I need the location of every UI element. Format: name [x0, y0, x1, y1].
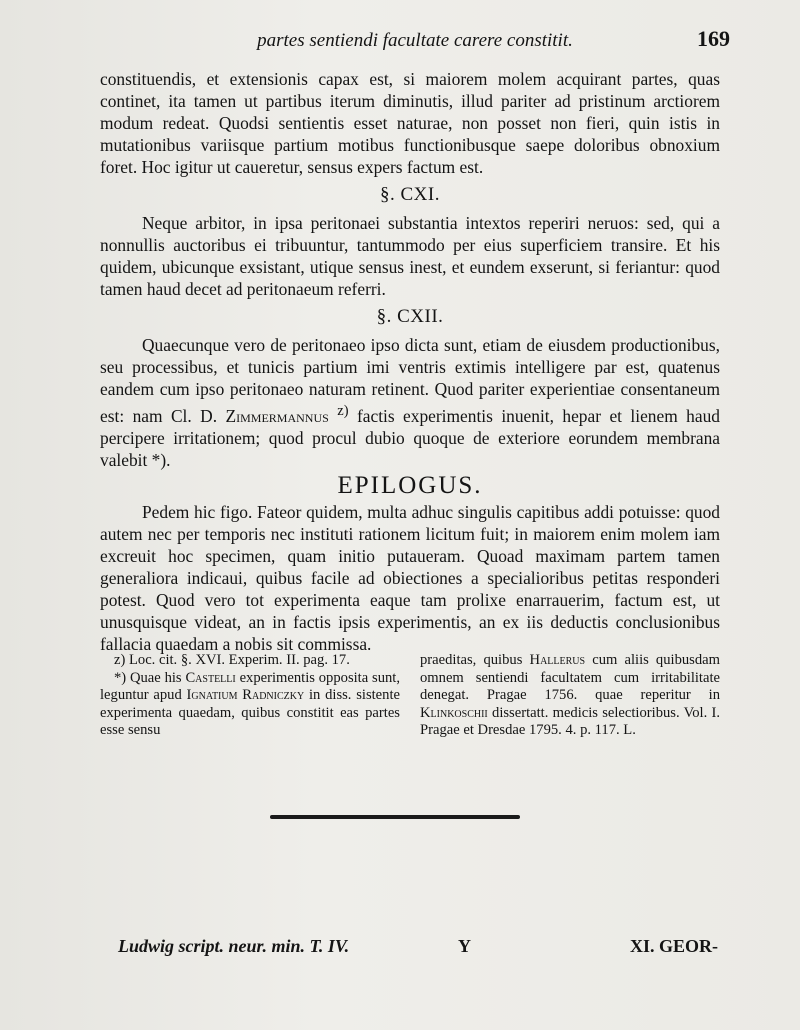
page-number: 169	[697, 26, 730, 51]
footnote-cont-part2: cum aliis quibusdam omnem sentiendi facultatem cum irritabilitate denegat. Pragae 1756. quae reperitur in	[420, 652, 720, 703]
footnote-z: z) Loc. cit. §. XVI. Experim. II. pag. 17.	[114, 652, 350, 668]
signature-source: Ludwig script. neur. min. T. IV.	[118, 936, 350, 956]
author-name-zimmermannus: Zimmermannus	[225, 405, 329, 426]
paragraph-continuation: constituendis, et extensionis capax est, si maiorem molem acquirant partes, quas continet, ita tamen ut partibus iterum diminutis, illud pariter ad pristinum arctiorem modum redeat. Quodsi sentientis esset naturae, non posset non fieri, quin istis in mutationibus variisque partium motibus functionibusque saepe doloribus obnoxium foret. Hoc igitur ut caueretur, sensus expers factum est.	[100, 69, 720, 177]
author-name-hallerus: Hallerus	[529, 652, 586, 668]
paragraph-cxii	[100, 334, 720, 471]
section-heading-cxi: §. CXI.	[380, 184, 440, 205]
main-text	[100, 68, 720, 655]
running-title: partes sentiendi facultate carere constitit.	[257, 30, 573, 51]
end-rule-divider	[270, 815, 520, 819]
epilogus-heading: EPILOGUS.	[337, 471, 483, 499]
footnote-star-part3: in diss. sistente experimenta quaedam, quibus constitit eas partes esse sensu	[100, 687, 400, 738]
signature-line	[118, 936, 718, 962]
footnotes-right-column	[420, 652, 720, 740]
footnote-marker-z: z)	[337, 403, 349, 419]
running-head	[100, 26, 730, 54]
footnote-star-continued	[420, 652, 720, 740]
author-name-klinkoschii: Klinkoschii	[420, 704, 488, 721]
author-name-radniczky: Ignatium Radniczky	[186, 687, 305, 703]
footnote-cont-part3: dissertatt. medicis selectioribus. Vol. I. Pragae et Dresdae 1795. 4. p. 117. L.	[420, 704, 720, 738]
section-heading-cxii: §. CXII.	[376, 306, 444, 327]
paragraph-cxii-part2: factis experimentis inuenit, hepar et lienem haud percipere irritationem; quod procul dubio quoque de exteriore eorundem membrana valebit *).	[100, 405, 720, 470]
paragraph-cxi: Neque arbitor, in ipsa peritonaei substantia intextos reperiri neruos: sed, qui a nonnullis auctoribus ei tribuuntur, tantummodo per eius superficiem transire. Et his quidem, ubicunque exsistant, utique sensus inest, et eundem exserunt, si feriantur: quod tamen haud decet ad peritonaeum referri.	[100, 213, 720, 299]
author-name-castelli: Castelli	[185, 669, 236, 686]
footnote-star	[100, 670, 400, 740]
paragraph-epilogus: Pedem hic figo. Fateor quidem, multa adhuc singulis capitibus addi potuisse: quod autem nec per temporis nec instituti rationem licitum fuit; in maiorem enim molem iam excreuit hoc specimen, quam initio putaueram. Quoad maximam partem tamen generaliora indicaui, quibus facile ad obiectiones a specialioribus petitas responderi potest. Quod vero tot experimenta eaque tam prolixe enarrauerim, factum est, ut unusquisque videat, an in factis ipsis experimentis, an ex iis deductis conclusionibus fallacia quaedam a nobis sit commissa.	[100, 501, 720, 654]
catchword: XI. GEOR-	[629, 936, 718, 956]
footnote-cont-part1: praeditas, quibus	[420, 652, 523, 668]
footnotes	[100, 652, 720, 740]
paragraph-cxii-part1: Quaecunque vero de peritonaeo ipso dicta sunt, etiam de eiusdem productionibus, seu processibus, et tunicis partium imi ventris extimis intelligere par est, quatenus eandem cum ipso peritonaeo naturam retinent. Quod pariter experientiae consentaneum est: nam Cl. D.	[100, 335, 720, 426]
footnote-star-part1: *) Quae his	[114, 669, 182, 686]
signature-mark: Y	[458, 936, 471, 956]
footnote-star-part2: experimentis opposita sunt, leguntur apud	[100, 669, 401, 703]
footnotes-left-column	[100, 652, 400, 740]
